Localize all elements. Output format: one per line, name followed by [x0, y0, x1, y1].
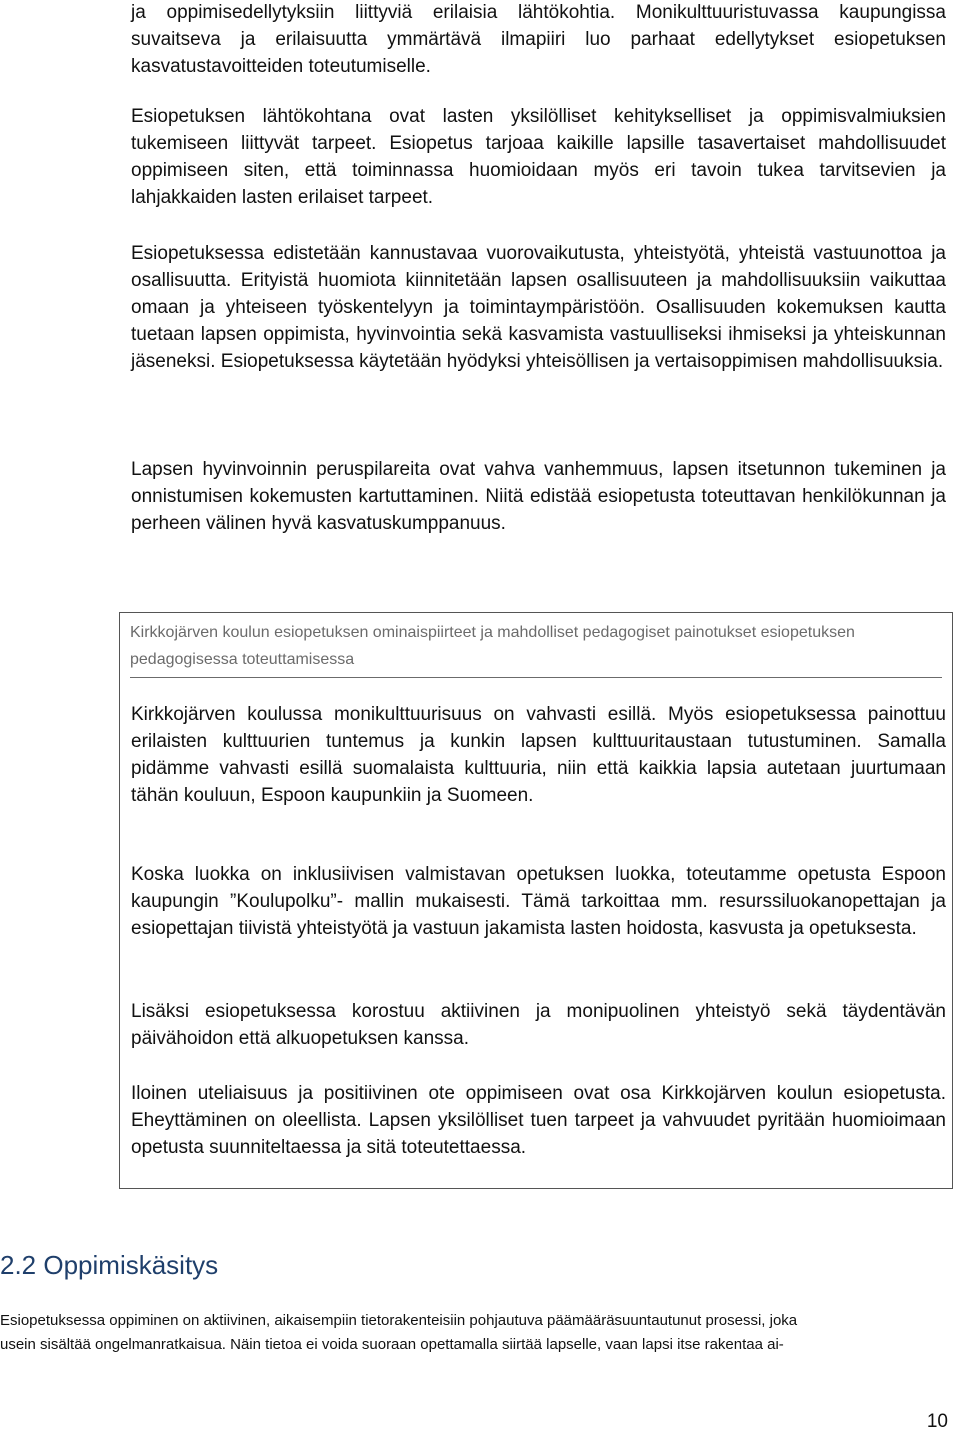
- body-paragraph: Lapsen hyvinvoinnin peruspilareita ovat vahva vanhemmuus, lapsen itsetunnon tukeminen ja onnistumisen kokemusten kartuttaminen. Niitä edistää esiopetusta toteuttavan henkilökunnan ja perheen välinen hyvä kasvatuskumppanuus.: [131, 459, 946, 534]
- section-text-line: Esiopetuksessa oppiminen on aktiivinen, aikaisempiin tietorakenteisiin pohjautuva päämääräsuuntautunut prosessi, joka: [0, 1312, 798, 1329]
- section-text-line: usein sisältää ongelmanratkaisua. Näin tietoa ei voida suoraan opettamalla siirtää lapselle, vaan lapsi itse rakentaa ai-: [0, 1336, 784, 1353]
- body-paragraph: ja oppimisedellytyksiin liittyviä erilaisia lähtökohtia. Monikulttuuristuvassa kaupungissa suvaitseva ja erilaisuutta ymmärtävä ilmapiiri luo parhaat edellytykset esiopetuksen kasvatustavoitteiden toteutumiselle.: [131, 2, 946, 77]
- page-number: 10: [926, 1411, 948, 1432]
- body-paragraph: Esiopetuksen lähtökohtana ovat lasten yksilölliset kehitykselliset ja oppimisvalmiuksien tukemiseen liittyvät tarpeet. Esiopetus tarjoaa kaikille lapsille tasavertaiset mahdollisuudet oppimiseen siten, että toiminnassa huomioidaan myös eri tavoin tukea tarvitsevien ja lahjakkaiden lasten erilaiset tarpeet.: [131, 106, 946, 208]
- body-paragraph: Esiopetuksessa edistetään kannustavaa vuorovaikutusta, yhteistyötä, yhteistä vastuunottoa ja osallisuutta. Erityistä huomiota kiinnitetään lapsen osallisuuteen ja mahdollisuuksiin vaikuttaa omaan ja yhteiseen työskentelyyn ja toimintaympäristöön. Osallisuuden kokemuksen kautta tuetaan lapsen oppimista, hyvinvointia sekä kasvamista vastuulliseksi ihmiseksi ja yhteiskunnan jäseneksi. Esiopetuksessa käytetään hyödyksi yhteisöllisen ja vertaisoppimisen mahdollisuuksia.: [131, 243, 946, 372]
- section-heading: 2.2 Oppimiskäsitys: [0, 1250, 219, 1280]
- school-features-box: [119, 612, 953, 1189]
- box-paragraph: Iloinen uteliaisuus ja positiivinen ote oppimiseen ovat osa Kirkkojärven koulun esiopetusta. Eheyttäminen on oleellista. Lapsen yksilölliset tuen tarpeet ja vahvuudet pyritään huomioimaan opetusta suunniteltaessa ja sitä toteutettaessa.: [131, 1083, 946, 1158]
- box-paragraph: Kirkkojärven koulussa monikulttuurisuus on vahvasti esillä. Myös esiopetuksessa painottuu erilaisten kulttuurien tuntemus ja kunkin lapsen kulttuuritaustaan tutustuminen. Samalla pidämme vahvasti esillä suomalaista kulttuuria, niin että kaikkia lapsia autetaan juurtumaan tähän kouluun, Espoon kaupunkiin ja Suomeen.: [131, 704, 946, 806]
- box-paragraph: Lisäksi esiopetuksessa korostuu aktiivinen ja monipuolinen yhteistyö sekä täydentävän päivähoidon että alkuopetuksen kanssa.: [131, 1001, 946, 1049]
- box-paragraph: Koska luokka on inklusiivisen valmistavan opetuksen luokka, toteutamme opetusta Espoon kaupungin ”Koulupolku”- mallin mukaisesti. Tämä tarkoittaa mm. resurssiluokanopettajan ja esiopettajan tiivistä yhteistyötä ja vastuun jakamista lasten hoidosta, kasvusta ja opetuksesta.: [131, 864, 946, 939]
- box-title: Kirkkojärven koulun esiopetuksen ominaispiirteet ja mahdolliset pedagogiset painotukset esiopetuksen pedagogisessa toteuttamisessa: [130, 619, 942, 678]
